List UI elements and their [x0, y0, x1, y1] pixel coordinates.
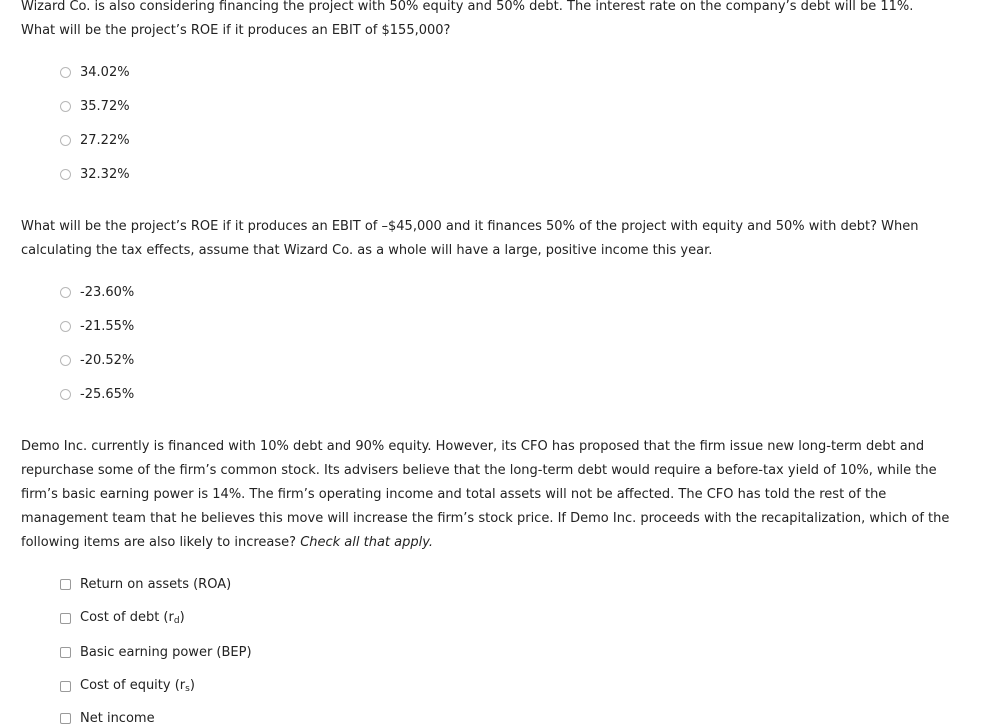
option-label: -21.55% [80, 318, 135, 334]
q1-option-1[interactable] [60, 62, 130, 82]
option-label: 34.02% [80, 64, 130, 80]
checkbox[interactable] [60, 647, 71, 658]
option-label: -23.60% [80, 284, 135, 300]
option-label-suffix: ) [189, 678, 195, 693]
q2-option-4[interactable] [60, 384, 134, 404]
option-label-text: Cost of equity (r [80, 678, 186, 693]
q3-option-cost-of-debt[interactable] [60, 608, 185, 628]
option-label-suffix: ) [179, 610, 185, 625]
option-label-text: Cost of debt (r [80, 610, 174, 625]
checkbox[interactable] [60, 713, 71, 724]
option-label: Basic earning power (BEP) [80, 644, 252, 660]
option-label: 35.72% [80, 98, 130, 114]
question-2-prompt: What will be the project’s ROE if it produces an EBIT of –$45,000 and it finances 50% of the project with equity and 50% with debt? When calculating the tax effects, assume that Wizard Co. as a whole will have a large, positive income this year. [21, 219, 919, 258]
radio-button[interactable] [60, 287, 71, 298]
radio-button[interactable] [60, 67, 71, 78]
q2-option-1[interactable] [60, 282, 134, 302]
subscript: s [185, 684, 190, 694]
radio-button[interactable] [60, 135, 71, 146]
checkbox[interactable] [60, 579, 71, 590]
q1-option-2[interactable] [60, 96, 130, 116]
question-3-prompt [21, 435, 951, 555]
q1-option-3[interactable] [60, 130, 130, 150]
question-3-instruction: Check all that apply. [300, 535, 434, 550]
option-label [80, 610, 185, 626]
q2-option-2[interactable] [60, 316, 134, 336]
option-label: 32.32% [80, 166, 130, 182]
checkbox[interactable] [60, 613, 71, 624]
q3-option-roa[interactable] [60, 574, 231, 594]
option-label [80, 678, 195, 694]
radio-button[interactable] [60, 355, 71, 366]
radio-button[interactable] [60, 101, 71, 112]
radio-button[interactable] [60, 389, 71, 400]
option-label: -20.52% [80, 352, 135, 368]
subscript: d [173, 616, 180, 626]
q3-option-bep[interactable] [60, 642, 252, 662]
option-label: 27.22% [80, 132, 130, 148]
question-3-text: Demo Inc. currently is financed with 10% debt and 90% equity. However, its CFO has proposed that the firm issue new long-term debt and repurchase some of the firm’s common stock. Its advisers believe that the long-term debt would require a before-tax yield of 10%, while the firm’s basic earning power is 14%. The firm’s operating income and total assets will not be affected. The CFO has told the rest of the management team that he believes this move will increase the firm’s stock price. If Demo Inc. proceeds with the recapitalization, which of the following items are also likely to increase? [21, 439, 950, 550]
q3-option-net-income[interactable] [60, 708, 155, 728]
option-label: -25.65% [80, 386, 135, 402]
q1-option-4[interactable] [60, 164, 130, 184]
q3-option-cost-of-equity[interactable] [60, 676, 195, 696]
q2-option-3[interactable] [60, 350, 134, 370]
option-label: Return on assets (ROA) [80, 576, 232, 592]
radio-button[interactable] [60, 321, 71, 332]
question-1-prompt: Wizard Co. is also considering financing the project with 50% equity and 50% debt. The interest rate on the company’s debt will be 11%. What will be the project’s ROE if it produces an EBIT of $155,000? [21, 0, 914, 38]
radio-button[interactable] [60, 169, 71, 180]
checkbox[interactable] [60, 681, 71, 692]
option-label: Net income [80, 710, 155, 726]
